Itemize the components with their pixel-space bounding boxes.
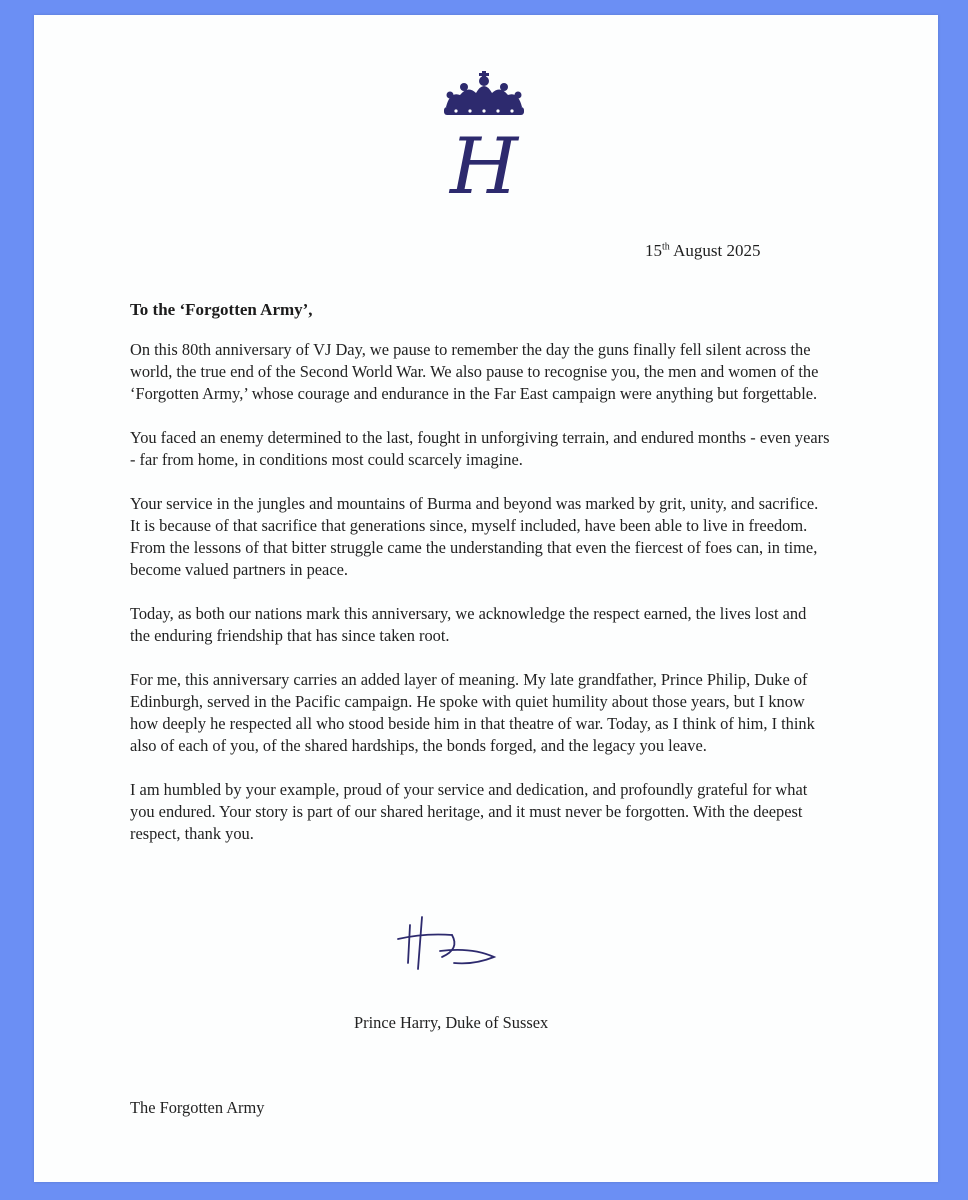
letter-page [34,15,938,1182]
crown-monogram-icon [434,65,534,205]
paragraph-6: I am humbled by your example, proud of your service and dedication, and profoundly grateful for what you endured. Your story is part of our shared heritage, and it must never be forgotten. With the deepest respect, thank you. [130,780,808,843]
date-month-year: August 2025 [673,241,761,260]
signatory-name: Prince Harry, Duke of Sussex [354,1013,549,1032]
date-day: 15 [645,241,662,260]
addressee: The Forgotten Army [130,1098,265,1117]
paragraph-2: You faced an enemy determined to the last, fought in unforgiving terrain, and endured months - even years - far from home, in conditions most could scarcely imagine. [130,428,830,469]
paragraph-5: For me, this anniversary carries an added layer of meaning. My late grandfather, Prince Philip, Duke of Edinburgh, served in the Pacific campaign. He spoke with quiet humility about those years, but I know how deeply he respected all who stood beside him in that theatre of war. Today, as I think of him, I think also of each of you, of the shared hardships, the bonds forged, and the legacy you leave. [130,670,815,755]
handwritten-signature [394,913,504,983]
paragraph-1: On this 80th anniversary of VJ Day, we pause to remember the day the guns finally fell silent across the world, the true end of the Second World War. We also pause to recognise you, the men and women of the ‘Forgotten Army,’ whose courage and endurance in the Far East campaign were anything but forgettable. [130,340,819,403]
monogram-letter: H [449,122,519,205]
letter-date [645,241,760,261]
paragraph-3: Your service in the jungles and mountains of Burma and beyond was marked by grit, unity, and sacrifice. It is because of that sacrifice that generations since, myself included, have been able to live in freedom. From the lessons of that bitter struggle came the understanding that even the fiercest of foes can, in time, become valued partners in peace. [130,494,819,579]
paragraph-4: Today, as both our nations mark this anniversary, we acknowledge the respect earned, the lives lost and the enduring friendship that has since taken root. [130,604,807,645]
salutation: To the ‘Forgotten Army’, [130,300,313,319]
date-suffix: th [662,241,670,253]
letter-body [130,339,830,867]
